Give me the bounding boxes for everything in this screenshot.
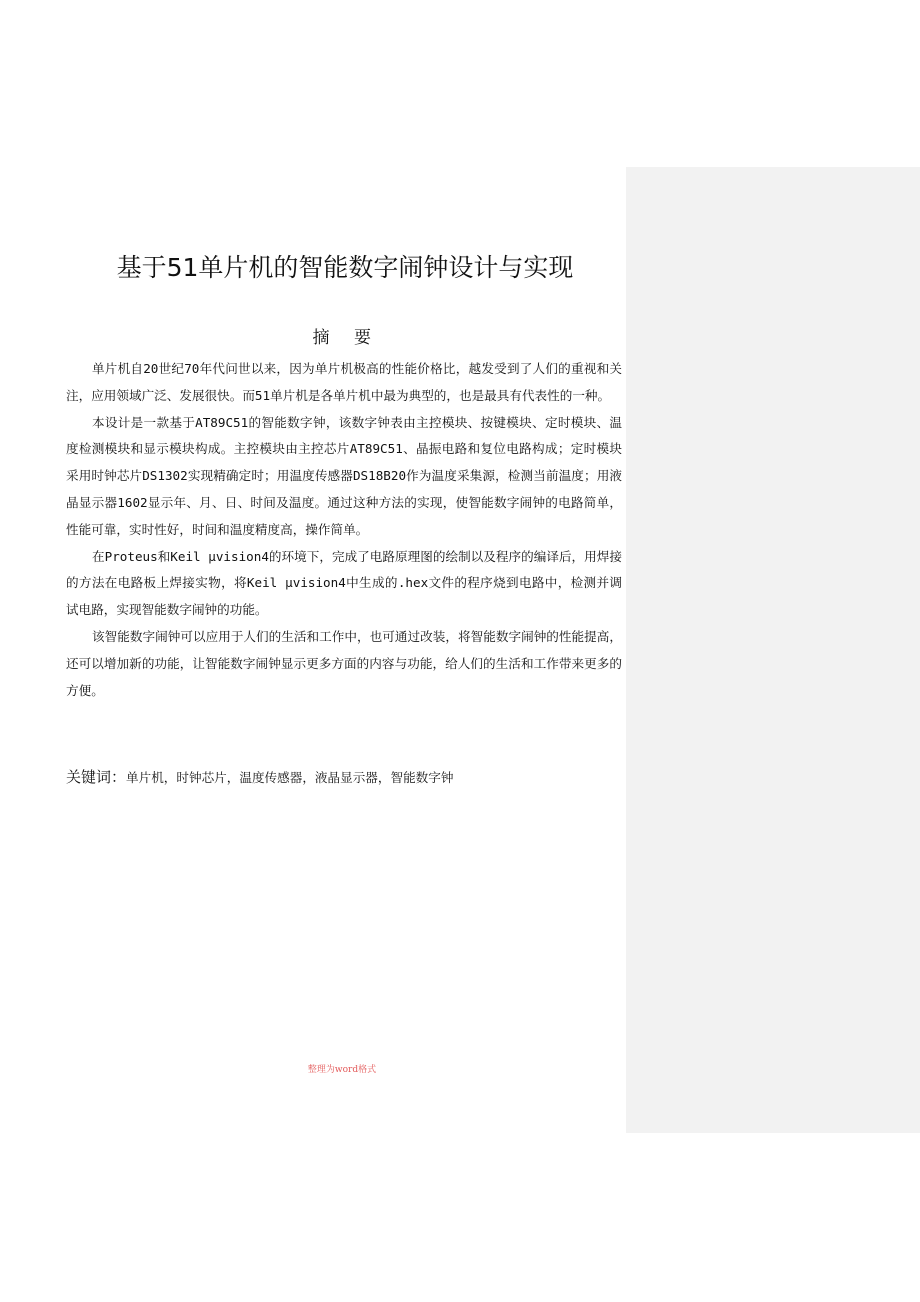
keywords-line (66, 765, 622, 790)
abstract-paragraph-3: 在Proteus和Keil µvision4的环境下，完成了电路原理图的绘制以及程序的编译后，用焊接的方法在电路板上焊接实物，将Keil µvision4中生成的.hex文件的程序烧到电路中，检测并调试电路，实现智能数字闹钟的功能。 (66, 548, 622, 618)
footer-note: 整理为word格式 (307, 1065, 377, 1075)
abstract-body (66, 356, 622, 704)
abstract-heading-left: 摘 (312, 328, 330, 348)
keywords-text: 单片机，时钟芯片，温度传感器，液晶显示器，智能数字钟 (126, 770, 454, 785)
abstract-heading (66, 326, 618, 350)
keywords-label: 关键词： (66, 768, 127, 786)
comment-margin-panel (626, 167, 920, 1133)
document-title: 基于51单片机的智能数字闹钟设计与实现 (116, 253, 574, 282)
abstract-paragraph-1: 单片机自20世纪70年代问世以来，因为单片机极高的性能价格比，越发受到了人们的重视和关注，应用领域广泛、发展很快。而51单片机是各单片机中最为典型的，也是最具有代表性的一种。 (66, 361, 622, 403)
abstract-paragraph-2: 本设计是一款基于AT89C51的智能数字钟，该数字钟表由主控模块、按键模块、定时模块、温度检测模块和显示模块构成。主控模块由主控芯片AT89C51、晶振电路和复位电路构成；定时模块采用时钟芯片DS1302实现精确定时；用温度传感器DS18B20作为温度采集源，检测当前温度；用液晶显示器1602显示年、月、日、时间及温度。通过这种方法的实现，使智能数字闹钟的电路简单，性能可靠，实时性好，时间和温度精度高，操作简单。 (66, 414, 622, 537)
abstract-heading-right: 要 (354, 328, 372, 348)
abstract-paragraph-4: 该智能数字闹钟可以应用于人们的生活和工作中，也可通过改装，将智能数字闹钟的性能提高，还可以增加新的功能，让智能数字闹钟显示更多方面的内容与功能，给人们的生活和工作带来更多的方便。 (66, 628, 622, 698)
